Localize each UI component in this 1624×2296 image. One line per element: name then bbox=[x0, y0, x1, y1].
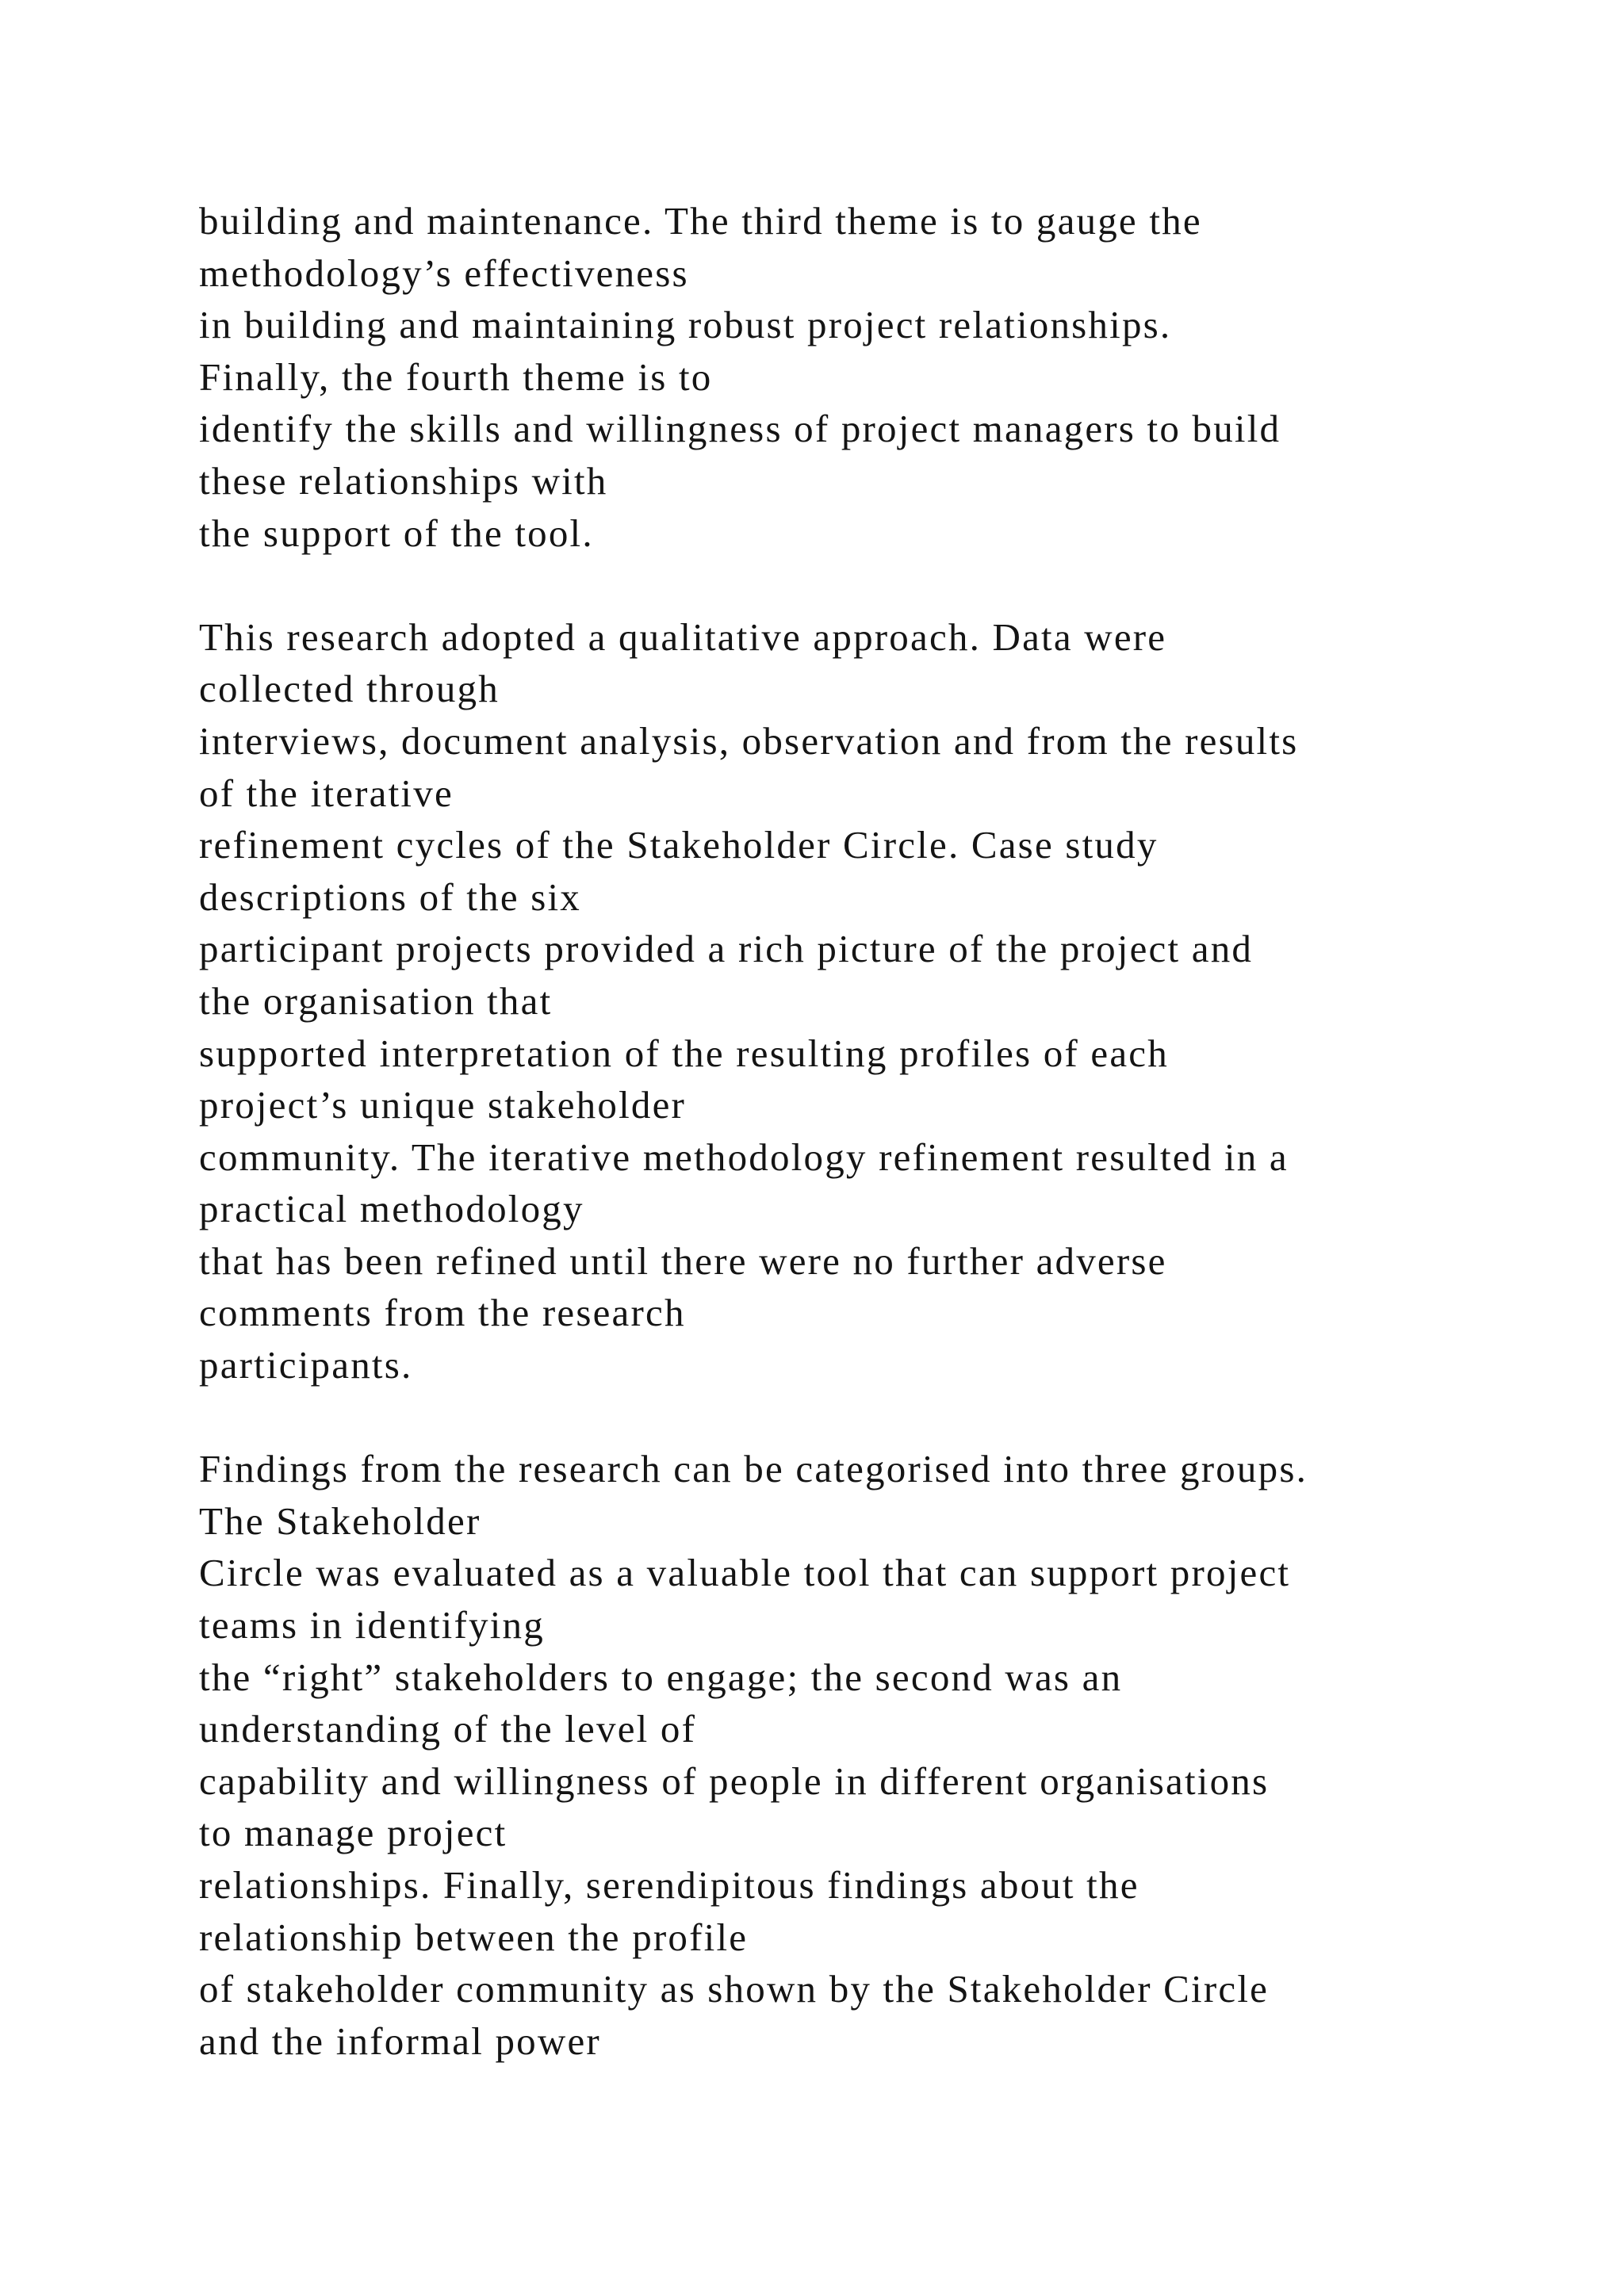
text-line: of the iterative bbox=[199, 771, 454, 815]
text-line: capability and willingness of people in different organisations bbox=[199, 1758, 1270, 1803]
text-line: the “right” stakeholders to engage; the second was an bbox=[199, 1655, 1123, 1699]
body-text bbox=[199, 195, 1611, 2067]
text-line: building and maintenance. The third theme is to gauge the bbox=[199, 199, 1202, 243]
paragraph-findings bbox=[199, 1443, 1611, 2067]
text-line: and the informal power bbox=[199, 2019, 601, 2063]
text-line: that has been refined until there were no further adverse bbox=[199, 1238, 1167, 1283]
text-line: collected through bbox=[199, 667, 500, 711]
paragraph-gap bbox=[199, 1391, 1611, 1444]
text-line: The Stakeholder bbox=[199, 1498, 481, 1543]
paragraph-gap bbox=[199, 559, 1611, 611]
text-line: This research adopted a qualitative approach. Data were bbox=[199, 614, 1167, 659]
text-line: methodology’s effectiveness bbox=[199, 251, 689, 295]
text-line: identify the skills and willingness of project managers to build bbox=[199, 407, 1281, 451]
text-line: understanding of the level of bbox=[199, 1707, 697, 1751]
text-line: Circle was evaluated as a valuable tool that can support project bbox=[199, 1551, 1291, 1595]
text-line: teams in identifying bbox=[199, 1603, 545, 1647]
text-line: Finally, the fourth theme is to bbox=[199, 354, 713, 399]
text-line: relationships. Finally, serendipitous findings about the bbox=[199, 1863, 1139, 1907]
text-line: to manage project bbox=[199, 1811, 508, 1855]
text-line: participant projects provided a rich picture of the project and bbox=[199, 927, 1254, 971]
text-line: community. The iterative methodology refinement resulted in a bbox=[199, 1135, 1289, 1179]
text-line: practical methodology bbox=[199, 1187, 584, 1231]
text-line: the support of the tool. bbox=[199, 511, 594, 555]
text-line: interviews, document analysis, observation and from the results bbox=[199, 718, 1299, 763]
text-line: supported interpretation of the resulting profiles of each bbox=[199, 1031, 1169, 1075]
text-line: the organisation that bbox=[199, 978, 553, 1023]
text-line: these relationships with bbox=[199, 458, 608, 503]
text-line: descriptions of the six bbox=[199, 874, 582, 919]
paragraph-themes bbox=[199, 195, 1611, 559]
text-line: comments from the research bbox=[199, 1291, 686, 1335]
text-line: project’s unique stakeholder bbox=[199, 1083, 687, 1127]
text-line: relationship between the profile bbox=[199, 1915, 749, 1959]
text-line: refinement cycles of the Stakeholder Circle. Case study bbox=[199, 823, 1159, 867]
text-line: of stakeholder community as shown by the Stakeholder Circle bbox=[199, 1967, 1270, 2011]
paragraph-approach bbox=[199, 611, 1611, 1391]
text-line: Findings from the research can be categorised into three groups. bbox=[199, 1447, 1308, 1491]
text-line: in building and maintaining robust project relationships. bbox=[199, 303, 1172, 347]
text-line: participants. bbox=[199, 1343, 413, 1387]
